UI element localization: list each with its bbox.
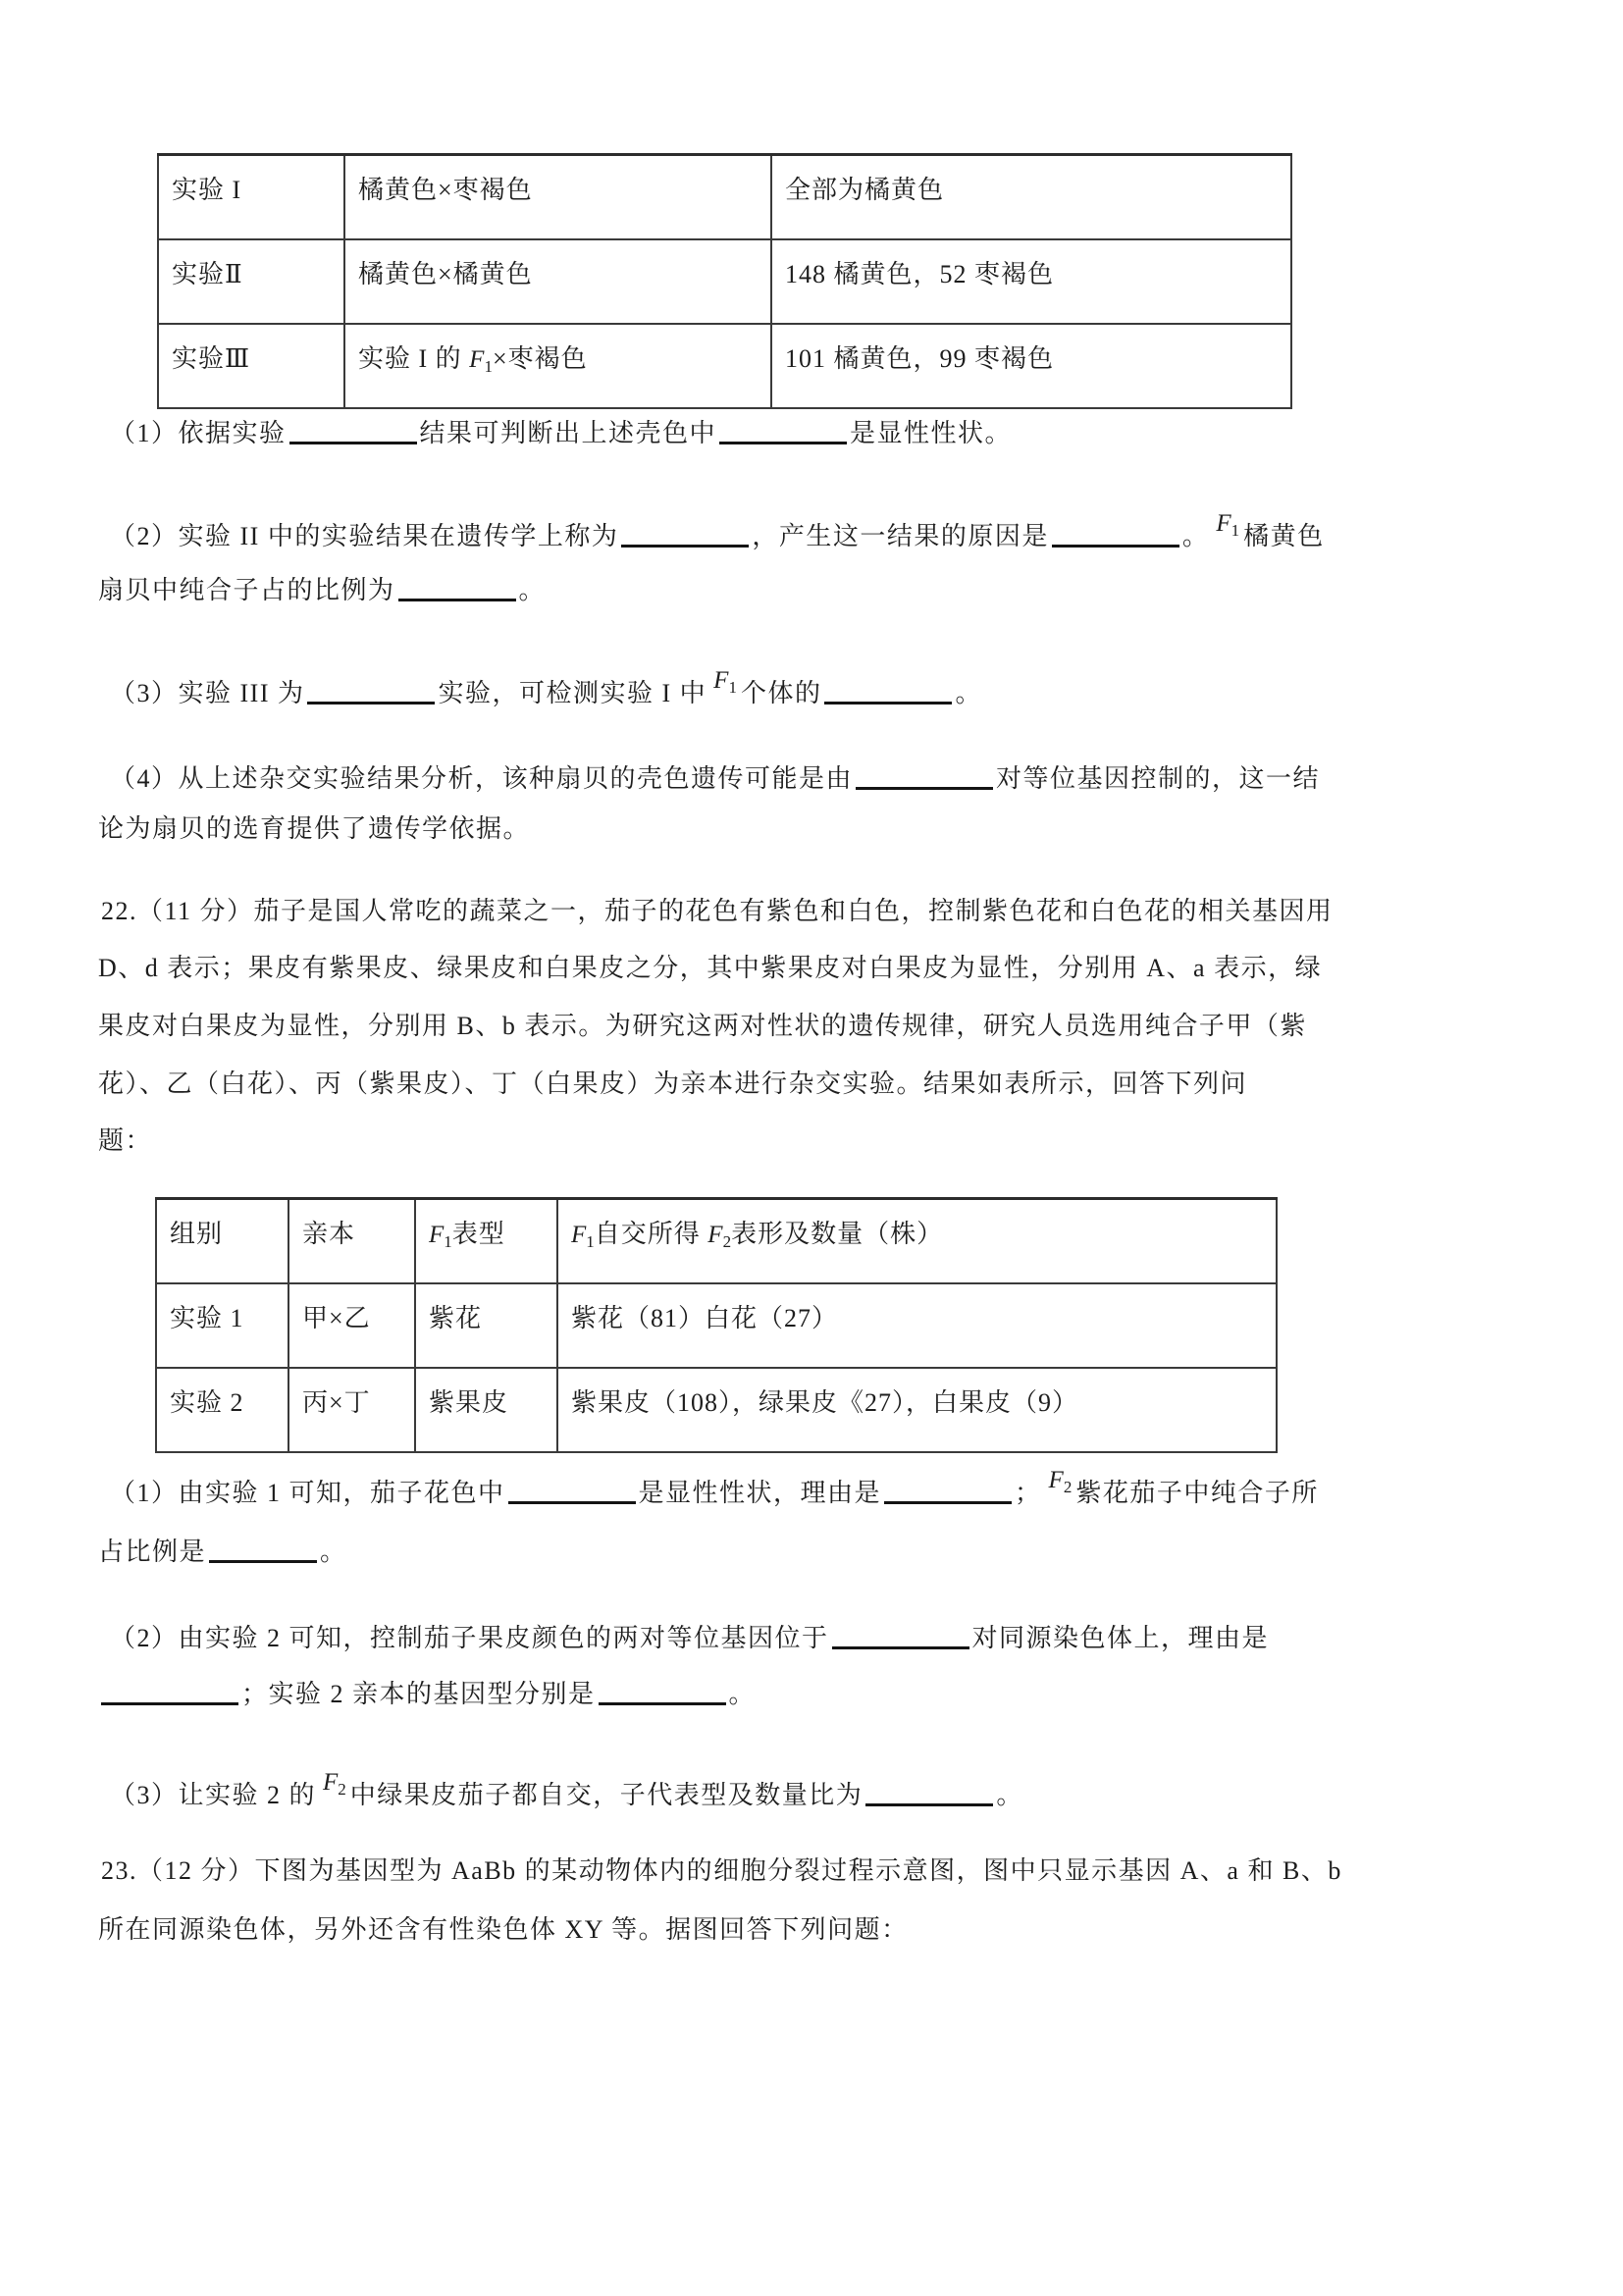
answer-blank bbox=[865, 1780, 993, 1806]
q22-part2-line2: ；实验 2 亲本的基因型分别是 。 bbox=[98, 1678, 756, 1711]
answer-blank bbox=[832, 1623, 969, 1649]
q22-part2-line1: （2）由实验 2 可知，控制茄子果皮颜色的两对等位基因位于 对同源染色体上，理由是 bbox=[110, 1624, 1270, 1652]
answer-blank bbox=[101, 1679, 238, 1705]
table-cell: 紫花（81）白花（27） bbox=[557, 1283, 1277, 1368]
table-cell: 橘黄色×枣褐色 bbox=[344, 155, 771, 239]
q22-intro-line1: 22.（11 分）茄子是国人常吃的蔬菜之一，茄子的花色有紫色和白色，控制紫色花和白色花的相关基因用 bbox=[101, 897, 1334, 925]
q23-intro-line1: 23.（12 分）下图为基因型为 AaBb 的某动物体内的细胞分裂过程示意图，图中只显示基因 A、a 和 B、b bbox=[101, 1856, 1342, 1885]
shell-color-cross-table bbox=[157, 153, 1292, 409]
table-cell: $F_1$表型 bbox=[415, 1199, 557, 1283]
q22-part1-line1: （1）由实验 1 可知，茄子花色中 是显性性状，理由是 ； $F_2$ 紫花茄子中纯合子所 bbox=[110, 1477, 1319, 1518]
q22-intro-line3: 果皮对白果皮为显性，分别用 B、b 表示。为研究这两对性状的遗传规律，研究人员选用纯合子甲（紫 bbox=[98, 1012, 1307, 1040]
table-cell: 紫果皮 bbox=[415, 1368, 557, 1452]
f1-formula: $F_1$ bbox=[469, 345, 493, 376]
table-row bbox=[158, 239, 1291, 324]
table-cell: 实验 2 bbox=[156, 1368, 288, 1452]
answer-blank bbox=[719, 418, 847, 444]
f2-formula: $F_2$ bbox=[707, 1222, 732, 1251]
q22-part1-line2: 占比例是 。 bbox=[98, 1538, 347, 1566]
q22-part3: （3）让实验 2 的 $F_2$ 中绿果皮茄子都自交，子代表型及数量比为 。 bbox=[110, 1779, 1023, 1820]
table-cell: 丙×丁 bbox=[288, 1368, 415, 1452]
answer-blank bbox=[289, 418, 417, 444]
answer-blank bbox=[884, 1478, 1012, 1504]
q21-part3: （3）实验 III 为 实验，可检测实验 I 中 $F_1$ 个体的 。 bbox=[110, 677, 982, 718]
f1-formula-raised: $F_1$ bbox=[713, 667, 737, 697]
f1-formula: $F_1$ bbox=[429, 1222, 452, 1251]
table-row bbox=[156, 1199, 1277, 1283]
table-cell: 实验Ⅲ bbox=[158, 324, 344, 408]
answer-blank bbox=[856, 763, 993, 790]
answer-blank bbox=[824, 678, 952, 704]
answer-blank bbox=[209, 1537, 317, 1563]
q21-part4-line2: 论为扇贝的选育提供了遗传学依据。 bbox=[98, 814, 531, 843]
q21-part2-line2: 扇贝中纯合子占的比例为 。 bbox=[98, 576, 547, 604]
table-cell: 实验Ⅱ bbox=[158, 239, 344, 324]
q22-intro-line2: D、d 表示；果皮有紫果皮、绿果皮和白果皮之分，其中紫果皮对白果皮为显性，分别用 A、a 表示，绿 bbox=[98, 954, 1323, 982]
table-cell: 甲×乙 bbox=[288, 1283, 415, 1368]
table-cell: 紫花 bbox=[415, 1283, 557, 1368]
q21-part1: （1）依据实验 结果可判断出上述壳色中 是显性性状。 bbox=[110, 419, 1013, 447]
answer-blank bbox=[398, 575, 516, 601]
f1-formula-raised: $F_1$ bbox=[1216, 510, 1240, 540]
table-cell: 实验 I 的 $F_1\times$枣褐色 bbox=[344, 324, 771, 408]
answer-blank bbox=[307, 678, 435, 704]
q23-intro-line2: 所在同源染色体，另外还含有性染色体 XY 等。据图回答下列问题： bbox=[98, 1915, 909, 1944]
table-cell: 紫果皮（108），绿果皮《27），白果皮（9） bbox=[557, 1368, 1277, 1452]
table-row bbox=[156, 1283, 1277, 1368]
table-cell: 148 橘黄色，52 枣褐色 bbox=[771, 239, 1291, 324]
f2-formula-raised: $F_2$ bbox=[1048, 1467, 1073, 1496]
answer-blank bbox=[599, 1679, 726, 1705]
table-cell: 实验 1 bbox=[156, 1283, 288, 1368]
f2-formula-raised: $F_2$ bbox=[323, 1769, 346, 1799]
table-cell: 组别 bbox=[156, 1199, 288, 1283]
table-row bbox=[158, 155, 1291, 239]
answer-blank bbox=[621, 521, 749, 548]
table-row bbox=[156, 1368, 1277, 1452]
table-cell: 101 橘黄色，99 枣褐色 bbox=[771, 324, 1291, 408]
table-cell: 全部为橘黄色 bbox=[771, 155, 1291, 239]
q21-part2-line1: （2）实验 II 中的实验结果在遗传学上称为 ，产生这一结果的原因是 。 $F_1$ 橘黄色 bbox=[110, 520, 1325, 561]
table-cell: $F_1$自交所得 $F_2$表形及数量（株） bbox=[557, 1199, 1277, 1283]
f1-formula: $F_1$ bbox=[571, 1222, 595, 1251]
q21-part4-line1: （4）从上述杂交实验结果分析，该种扇贝的壳色遗传可能是由 对等位基因控制的，这一结 bbox=[110, 764, 1321, 793]
q22-intro-line5: 题： bbox=[98, 1126, 153, 1155]
eggplant-cross-table bbox=[155, 1197, 1278, 1453]
table-cell: 亲本 bbox=[288, 1199, 415, 1283]
answer-blank bbox=[1052, 521, 1179, 548]
answer-blank bbox=[508, 1478, 636, 1504]
table-cell: 实验 I bbox=[158, 155, 344, 239]
table-row bbox=[158, 324, 1291, 408]
q22-intro-line4: 花）、乙（白花）、丙（紫果皮）、丁（白果皮）为亲本进行杂交实验。结果如表所示，回答下列问 bbox=[98, 1070, 1248, 1098]
table-cell: 橘黄色×橘黄色 bbox=[344, 239, 771, 324]
